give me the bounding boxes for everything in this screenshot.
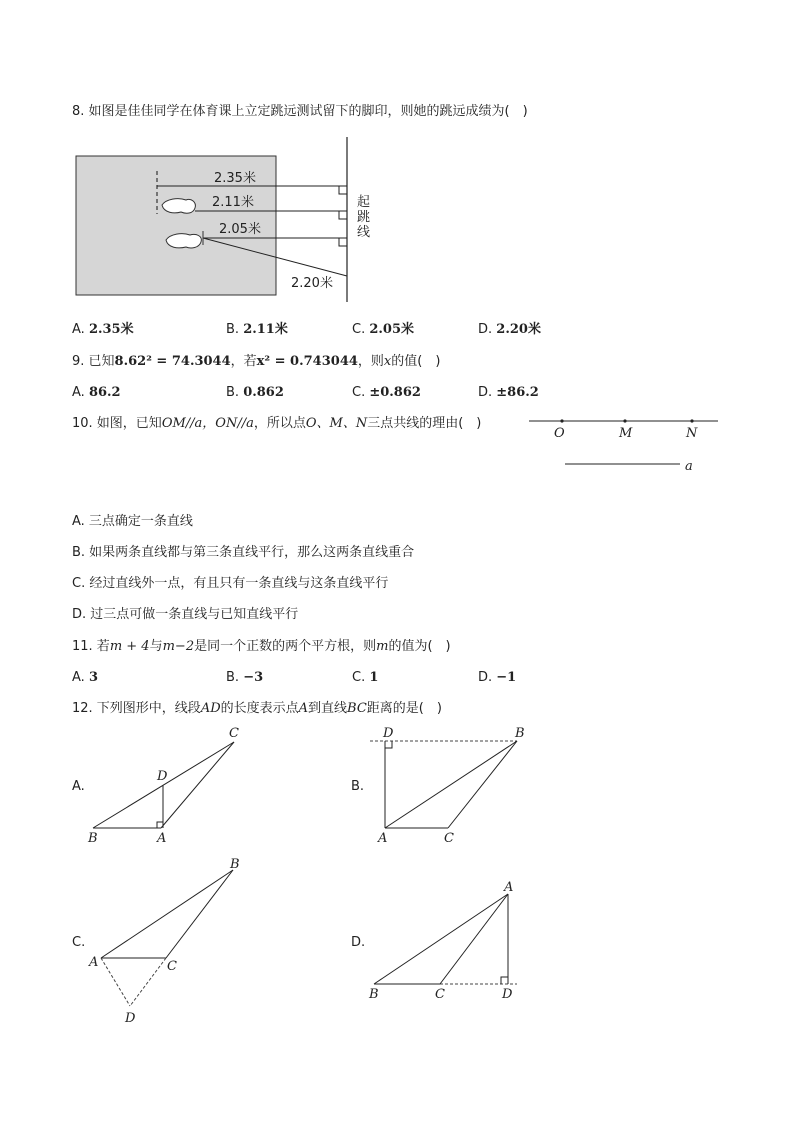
svg-text:C: C	[435, 987, 445, 1002]
label-n: N	[686, 426, 698, 441]
q12-figure-d	[368, 880, 517, 1002]
start-line-char-2: 跳	[357, 210, 371, 225]
q11-stem: 11. 若m + 4与m−2是同一个正数的两个平方根，则m的值为( )	[72, 639, 451, 654]
q11-option-c[interactable]: C. 1	[352, 670, 379, 685]
label-a: a	[685, 459, 693, 474]
svg-text:A: A	[89, 955, 99, 970]
start-line-char-1: 起	[357, 195, 371, 210]
svg-text:A: A	[504, 880, 514, 895]
q10-stem: 10. 如图，已知OM//a，ON//a，所以点O、M、N三点共线的理由( )	[72, 416, 482, 431]
svg-text:A: A	[378, 831, 388, 846]
label-2-35: 2.35米	[214, 171, 256, 186]
q10-option-b[interactable]: B. 如果两条直线都与第三条直线平行，那么这两条直线重合	[72, 545, 415, 560]
q8-stem: 8. 如图是佳佳同学在体育课上立定跳远测试留下的脚印，则她的跳远成绩为( )	[72, 104, 528, 119]
q12-stem: 12. 下列图形中，线段AD的长度表示点A到直线BC距离的是( )	[72, 701, 442, 716]
svg-text:C: C	[229, 726, 239, 741]
svg-text:D: D	[502, 987, 513, 1002]
q10-option-c[interactable]: C. 经过直线外一点，有且只有一条直线与这条直线平行	[72, 576, 389, 591]
q12-option-b[interactable]: B.	[351, 779, 365, 794]
q12-figure-c	[88, 857, 240, 1026]
label-2-20: 2.20米	[291, 276, 333, 291]
svg-text:D: D	[125, 1011, 136, 1026]
label-m: M	[619, 426, 633, 441]
svg-text:D: D	[383, 726, 394, 741]
q9-option-a[interactable]: A. 86.2	[72, 385, 121, 400]
svg-text:B: B	[88, 831, 98, 846]
q9-stem: 9. 已知8.62² = 74.3044，若x² = 0.743044，则x的值( )	[72, 354, 441, 369]
q8-option-a[interactable]: A. 2.35米	[72, 322, 134, 337]
svg-text:B: B	[515, 726, 525, 741]
q9-option-c[interactable]: C. ±0.862	[352, 385, 421, 400]
svg-text:D: D	[157, 769, 168, 784]
q9-option-b[interactable]: B. 0.862	[226, 385, 284, 400]
q12-option-a[interactable]: A.	[72, 779, 85, 794]
q10-option-a[interactable]: A. 三点确定一条直线	[72, 514, 193, 529]
q12-option-c[interactable]: C.	[72, 935, 86, 950]
svg-text:B: B	[230, 857, 240, 872]
q8-option-d[interactable]: D. 2.20米	[478, 322, 541, 337]
q8-option-c[interactable]: C. 2.05米	[352, 322, 415, 337]
svg-text:C: C	[444, 831, 454, 846]
start-line-char-3: 线	[357, 225, 371, 240]
svg-text:C: C	[167, 959, 177, 974]
label-o: O	[554, 426, 565, 441]
label-2-11: 2.11米	[212, 195, 254, 210]
svg-text:A: A	[157, 831, 167, 846]
q12-figure-a	[87, 726, 239, 846]
q8-option-b[interactable]: B. 2.11米	[226, 322, 288, 337]
label-2-05: 2.05米	[219, 222, 261, 237]
q12-figure-b	[370, 726, 525, 846]
q11-option-b[interactable]: B. −3	[226, 670, 264, 685]
svg-text:B: B	[369, 987, 379, 1002]
q11-option-a[interactable]: A. 3	[72, 670, 98, 685]
q12-option-d[interactable]: D.	[351, 935, 366, 950]
q9-option-d[interactable]: D. ±86.2	[478, 385, 539, 400]
q11-option-d[interactable]: D. −1	[478, 670, 517, 685]
q10-option-d[interactable]: D. 过三点可做一条直线与已知直线平行	[72, 607, 299, 622]
